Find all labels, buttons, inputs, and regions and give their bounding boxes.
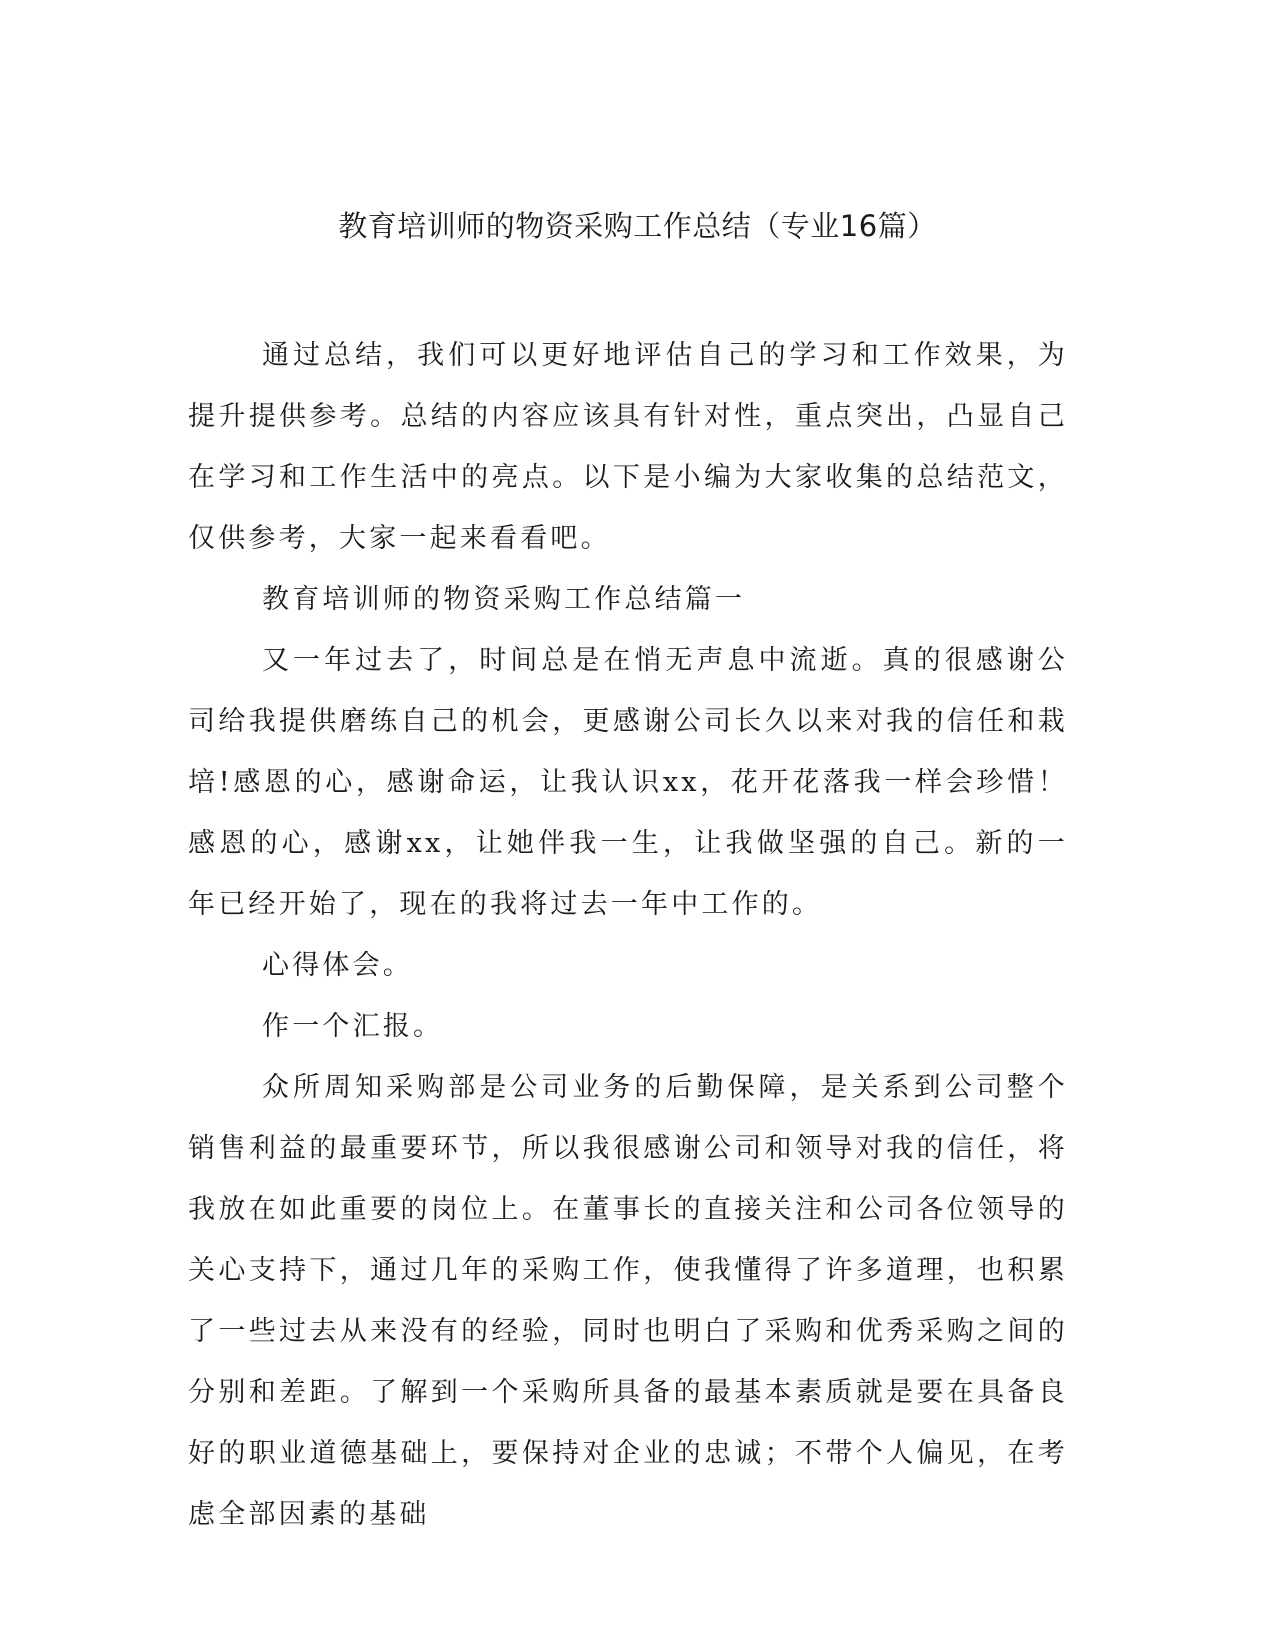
body-paragraph: 众所周知采购部是公司业务的后勤保障，是关系到公司整个销售利益的最重要环节，所以我很感谢公司和领导对我的信任，将我放在如此重要的岗位上。在董事长的直接关注和公司各位领导的关心支持下，通过几年的采购工作，使我懂得了许多道理，也积累了一些过去从来没有的经验，同时也明白了采购和优秀采购之间的分别和差距。了解到一个采购所具备的最基本素质就是要在具备良好的职业道德基础上，要保持对企业的忠诚；不带个人偏见，在考虑全部因素的基础	[188, 1072, 1068, 1530]
body-paragraph: 心得体会。	[262, 950, 413, 981]
section-heading: 教育培训师的物资采购工作总结篇一	[262, 584, 746, 615]
document-body	[188, 325, 1068, 1545]
body-paragraph: 作一个汇报。	[262, 1011, 444, 1042]
document-title: 教育培训师的物资采购工作总结（专业16篇）	[338, 209, 937, 243]
intro-paragraph: 通过总结，我们可以更好地评估自己的学习和工作效果，为提升提供参考。总结的内容应该具有针对性，重点突出，凸显自己在学习和工作生活中的亮点。以下是小编为大家收集的总结范文，仅供参考，大家一起来看看吧。	[188, 340, 1068, 554]
body-paragraph: 又一年过去了，时间总是在悄无声息中流逝。真的很感谢公司给我提供磨练自己的机会，更感谢公司长久以来对我的信任和栽培!感恩的心，感谢命运，让我认识xx，花开花落我一样会珍惜！感恩的心，感谢xx，让她伴我一生，让我做坚强的自己。新的一年已经开始了，现在的我将过去一年中工作的。	[188, 645, 1068, 920]
